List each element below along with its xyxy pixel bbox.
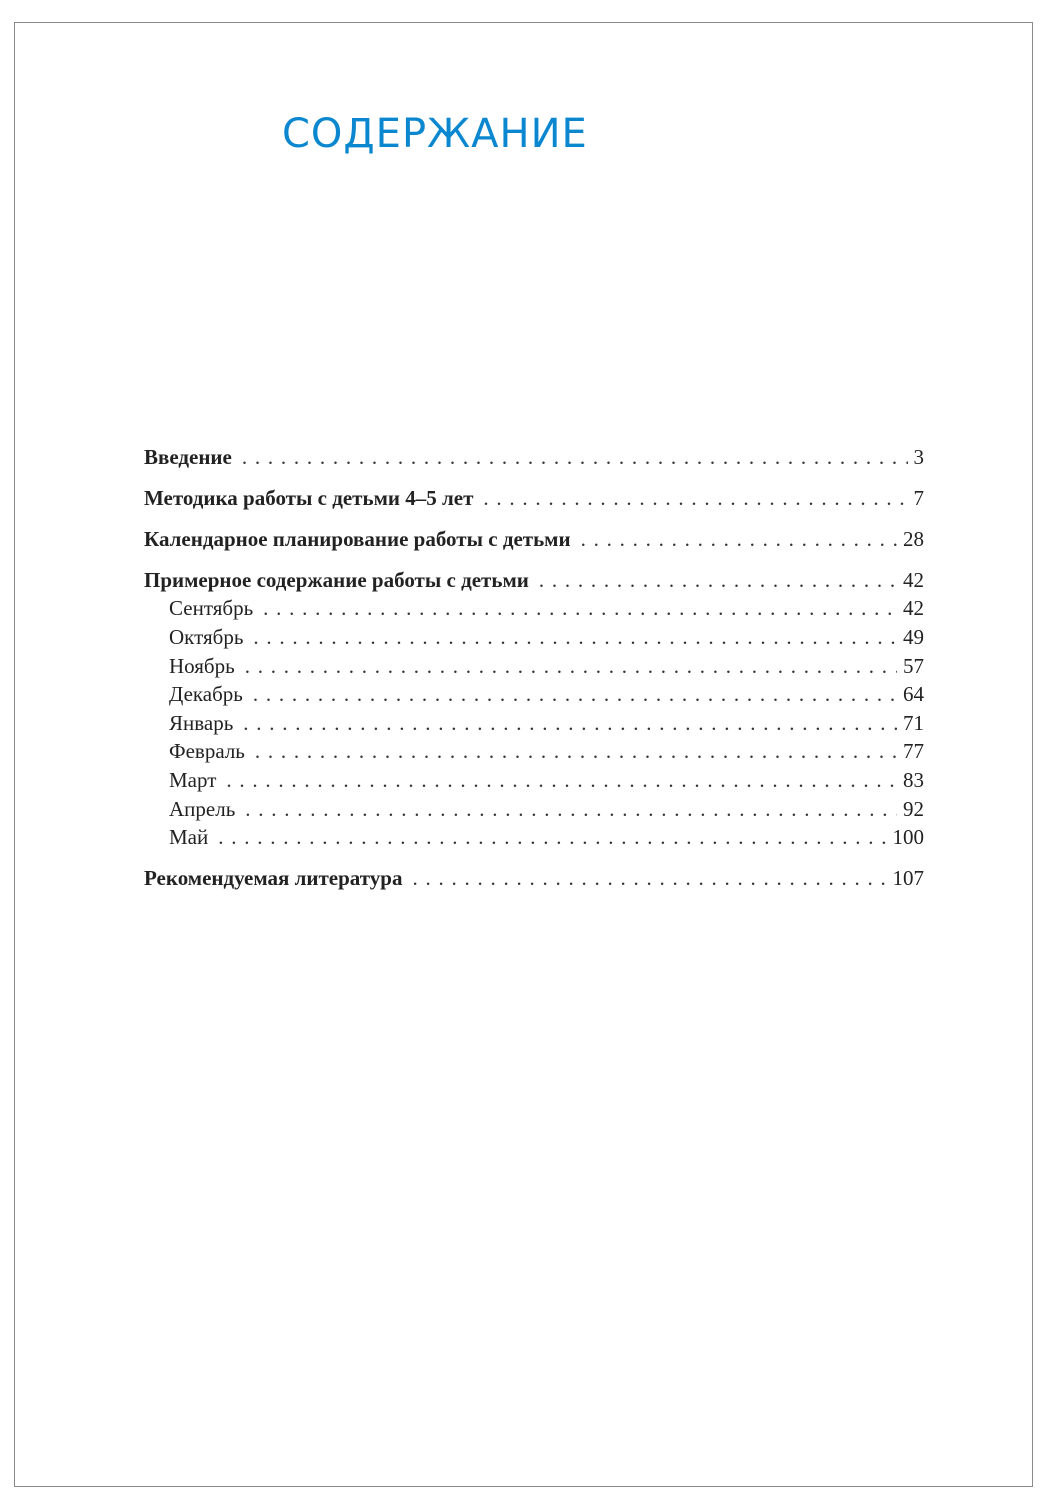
toc-entry-page: 3: [913, 445, 924, 469]
toc-entry-label: Сентябрь: [169, 596, 254, 620]
toc-entry-page: 107: [892, 866, 924, 890]
toc-entry-label: Примерное содержание работы с детьми: [144, 568, 529, 592]
toc-entry-label: Декабрь: [169, 682, 243, 706]
dot-leader: [245, 796, 897, 822]
dot-leader: [581, 526, 897, 552]
toc-entry[interactable]: [144, 444, 924, 470]
dot-leader: [226, 767, 897, 793]
toc-entry-label: Февраль: [169, 739, 245, 763]
toc-entry[interactable]: [169, 624, 924, 650]
toc-entry[interactable]: [169, 710, 924, 736]
toc-entry[interactable]: [144, 526, 924, 552]
toc-entry-label: Апрель: [169, 797, 236, 821]
dot-leader: [263, 595, 897, 621]
toc-entry-page: 92: [903, 797, 924, 821]
toc-entry-label: Введение: [144, 445, 232, 469]
dot-leader: [245, 653, 897, 679]
toc-entry[interactable]: [169, 824, 924, 850]
toc-entry-page: 28: [903, 527, 924, 551]
toc-entry[interactable]: [169, 653, 924, 679]
toc-entry[interactable]: [144, 485, 924, 511]
toc-entry-page: 42: [903, 568, 924, 592]
toc-entry-page: 100: [892, 825, 924, 849]
dot-leader: [412, 865, 886, 891]
toc-entry[interactable]: [169, 738, 924, 764]
dot-leader: [483, 485, 907, 511]
toc-entry-page: 7: [913, 486, 924, 510]
dot-leader: [218, 824, 886, 850]
dot-leader: [253, 624, 897, 650]
toc-entry-page: 57: [903, 654, 924, 678]
toc-entry-label: Май: [169, 825, 209, 849]
toc-entry[interactable]: [169, 796, 924, 822]
dot-leader: [253, 681, 897, 707]
toc-entry-page: 49: [903, 625, 924, 649]
page-title: СОДЕРЖАНИЕ: [282, 111, 588, 157]
dot-leader: [255, 738, 897, 764]
dot-leader: [243, 710, 897, 736]
toc-entry-page: 71: [903, 711, 924, 735]
toc-entry-page: 42: [903, 596, 924, 620]
toc-entry-page: 77: [903, 739, 924, 763]
toc-entry-label: Октябрь: [169, 625, 244, 649]
toc-entry[interactable]: [144, 865, 924, 891]
toc-entry-label: Март: [169, 768, 217, 792]
toc-entry[interactable]: [169, 681, 924, 707]
toc-entry-label: Рекомендуемая литература: [144, 866, 403, 890]
toc-entry-label: Ноябрь: [169, 654, 235, 678]
toc-entry-page: 64: [903, 682, 924, 706]
toc-entry-label: Методика работы с детьми 4–5 лет: [144, 486, 474, 510]
toc-entry[interactable]: [169, 767, 924, 793]
dot-leader: [242, 444, 908, 470]
toc-entry[interactable]: [169, 595, 924, 621]
toc-entry-label: Январь: [169, 711, 234, 735]
toc-entry-label: Календарное планирование работы с детьми: [144, 527, 571, 551]
toc-entry-page: 83: [903, 768, 924, 792]
dot-leader: [539, 567, 897, 593]
toc-entry[interactable]: [144, 567, 924, 593]
